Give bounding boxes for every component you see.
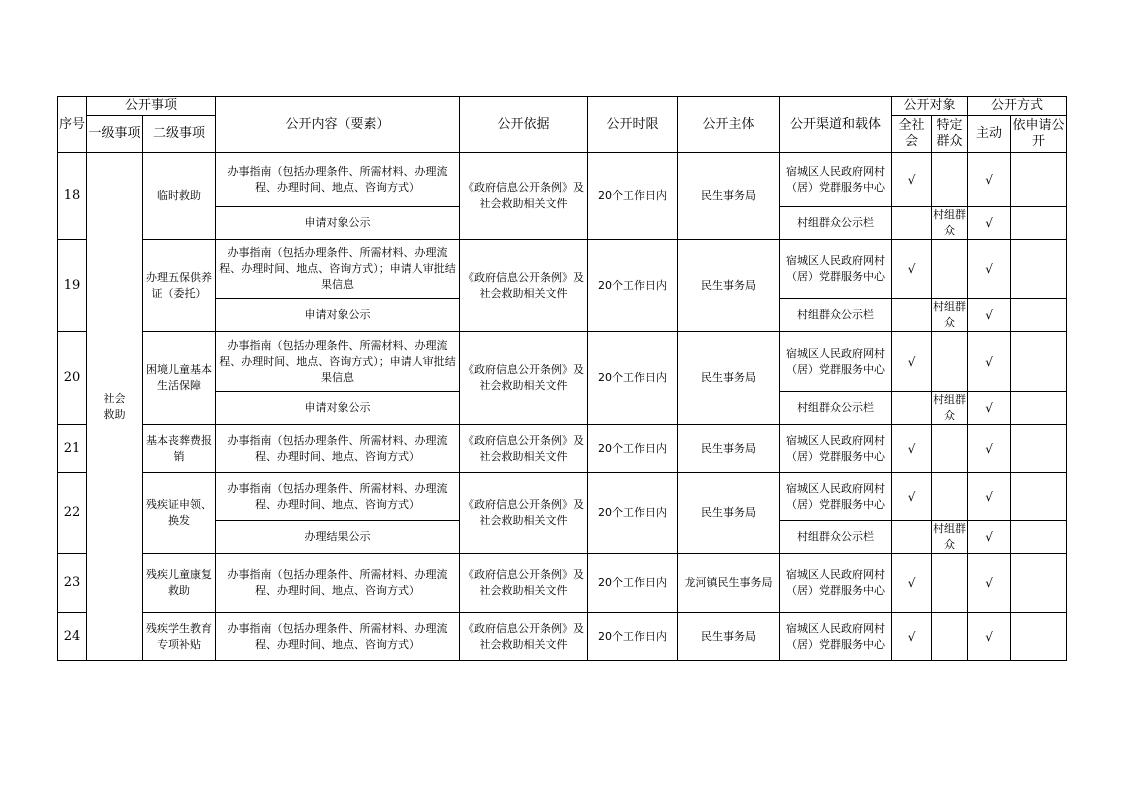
content-cell: 办事指南（包括办理条件、所需材料、办理流程、办理时间、地点、咨询方式） [216,554,460,613]
table-row [58,425,1067,473]
subject-cell: 民生事务局 [678,332,780,425]
seq-cell: 21 [58,425,87,473]
header-content: 公开内容（要素） [216,97,460,153]
seq-cell: 18 [58,153,87,240]
seq-cell: 22 [58,473,87,554]
header-active: 主动 [968,116,1011,153]
header-subject: 公开主体 [678,97,780,153]
header-seq: 序号 [58,97,87,153]
active-cell: √ [968,554,1011,613]
channel-cell: 宿城区人民政府网村（居）党群服务中心 [780,332,892,392]
specific-group-cell: 村组群众 [932,521,968,554]
subject-cell: 民生事务局 [678,613,780,661]
header-item-group: 公开事项 [87,97,216,116]
specific-group-cell [932,554,968,613]
active-cell: √ [968,240,1011,299]
channel-cell: 宿城区人民政府网村（居）党群服务中心 [780,473,892,521]
all-society-cell: √ [892,240,932,299]
channel-cell: 宿城区人民政府网村（居）党群服务中心 [780,554,892,613]
channel-cell: 宿城区人民政府网村（居）党群服务中心 [780,613,892,661]
level2-item-cell: 基本丧葬费报销 [143,425,216,473]
time-limit-cell: 20个工作日内 [588,554,678,613]
specific-group-cell [932,613,968,661]
basis-cell: 《政府信息公开条例》及社会救助相关文件 [460,613,588,661]
specific-group-cell [932,153,968,207]
subject-cell: 龙河镇民生事务局 [678,554,780,613]
specific-group-cell: 村组群众 [932,207,968,240]
time-limit-cell: 20个工作日内 [588,473,678,554]
time-limit-cell: 20个工作日内 [588,153,678,240]
by-request-cell [1011,425,1067,473]
header-by-request: 依申请公开 [1011,116,1067,153]
active-cell: √ [968,153,1011,207]
basis-cell: 《政府信息公开条例》及社会救助相关文件 [460,425,588,473]
level1-item-cell: 社会救助 [87,153,143,661]
level2-item-cell: 残疾儿童康复救助 [143,554,216,613]
basis-cell: 《政府信息公开条例》及社会救助相关文件 [460,153,588,240]
header-time-limit: 公开时限 [588,97,678,153]
by-request-cell [1011,207,1067,240]
seq-cell: 23 [58,554,87,613]
active-cell: √ [968,392,1011,425]
table-row [58,153,1067,207]
channel-cell: 宿城区人民政府网村（居）党群服务中心 [780,153,892,207]
by-request-cell [1011,299,1067,332]
time-limit-cell: 20个工作日内 [588,425,678,473]
time-limit-cell: 20个工作日内 [588,332,678,425]
basis-cell: 《政府信息公开条例》及社会救助相关文件 [460,332,588,425]
content-cell: 办事指南（包括办理条件、所需材料、办理流程、办理时间、地点、咨询方式） [216,613,460,661]
specific-group-cell: 村组群众 [932,299,968,332]
content-cell: 办事指南（包括办理条件、所需材料、办理流程、办理时间、地点、咨询方式） [216,473,460,521]
content-cell: 办理结果公示 [216,521,460,554]
header-channel: 公开渠道和载体 [780,97,892,153]
table-row [58,332,1067,392]
channel-cell: 宿城区人民政府网村（居）党群服务中心 [780,425,892,473]
header-object-group: 公开对象 [892,97,968,116]
content-cell: 申请对象公示 [216,207,460,240]
basis-cell: 《政府信息公开条例》及社会救助相关文件 [460,554,588,613]
level2-item-cell: 办理五保供养证（委托） [143,240,216,332]
all-society-cell: √ [892,473,932,521]
all-society-cell [892,207,932,240]
disclosure-table [57,96,1067,661]
subject-cell: 民生事务局 [678,473,780,554]
all-society-cell: √ [892,153,932,207]
table-row [58,554,1067,613]
header-method-group: 公开方式 [968,97,1067,116]
header-all-society: 全社会 [892,116,932,153]
channel-cell: 村组群众公示栏 [780,299,892,332]
table-body [58,153,1067,661]
content-cell: 办事指南（包括办理条件、所需材料、办理流程、办理时间、地点、咨询方式）；申请人审批结果信息 [216,332,460,392]
all-society-cell: √ [892,332,932,392]
by-request-cell [1011,153,1067,207]
subject-cell: 民生事务局 [678,240,780,332]
content-cell: 办事指南（包括办理条件、所需材料、办理流程、办理时间、地点、咨询方式） [216,153,460,207]
channel-cell: 宿城区人民政府网村（居）党群服务中心 [780,240,892,299]
table-row [58,613,1067,661]
by-request-cell [1011,613,1067,661]
by-request-cell [1011,332,1067,392]
specific-group-cell [932,240,968,299]
active-cell: √ [968,425,1011,473]
all-society-cell: √ [892,554,932,613]
channel-cell: 村组群众公示栏 [780,207,892,240]
table-row [58,473,1067,521]
content-cell: 申请对象公示 [216,299,460,332]
header-level2: 二级事项 [143,116,216,153]
channel-cell: 村组群众公示栏 [780,521,892,554]
header-level1: 一级事项 [87,116,143,153]
all-society-cell [892,392,932,425]
content-cell: 办事指南（包括办理条件、所需材料、办理流程、办理时间、地点、咨询方式） [216,425,460,473]
basis-cell: 《政府信息公开条例》及社会救助相关文件 [460,473,588,554]
time-limit-cell: 20个工作日内 [588,613,678,661]
seq-cell: 24 [58,613,87,661]
active-cell: √ [968,299,1011,332]
all-society-cell [892,299,932,332]
seq-cell: 19 [58,240,87,332]
channel-cell: 村组群众公示栏 [780,392,892,425]
header-specific-group: 特定群众 [932,116,968,153]
level2-item-cell: 残疾学生教育专项补贴 [143,613,216,661]
time-limit-cell: 20个工作日内 [588,240,678,332]
active-cell: √ [968,207,1011,240]
subject-cell: 民生事务局 [678,425,780,473]
by-request-cell [1011,392,1067,425]
table-row [58,240,1067,299]
by-request-cell [1011,240,1067,299]
by-request-cell [1011,521,1067,554]
active-cell: √ [968,613,1011,661]
level2-item-cell: 困境儿童基本生活保障 [143,332,216,425]
by-request-cell [1011,473,1067,521]
all-society-cell: √ [892,425,932,473]
level2-item-cell: 残疾证申领、换发 [143,473,216,554]
active-cell: √ [968,332,1011,392]
basis-cell: 《政府信息公开条例》及社会救助相关文件 [460,240,588,332]
content-cell: 办事指南（包括办理条件、所需材料、办理流程、办理时间、地点、咨询方式）；申请人审批结果信息 [216,240,460,299]
seq-cell: 20 [58,332,87,425]
content-cell: 申请对象公示 [216,392,460,425]
all-society-cell: √ [892,613,932,661]
subject-cell: 民生事务局 [678,153,780,240]
level2-item-cell: 临时救助 [143,153,216,240]
specific-group-cell: 村组群众 [932,392,968,425]
active-cell: √ [968,521,1011,554]
all-society-cell [892,521,932,554]
active-cell: √ [968,473,1011,521]
header-basis: 公开依据 [460,97,588,153]
specific-group-cell [932,473,968,521]
specific-group-cell [932,425,968,473]
by-request-cell [1011,554,1067,613]
specific-group-cell [932,332,968,392]
